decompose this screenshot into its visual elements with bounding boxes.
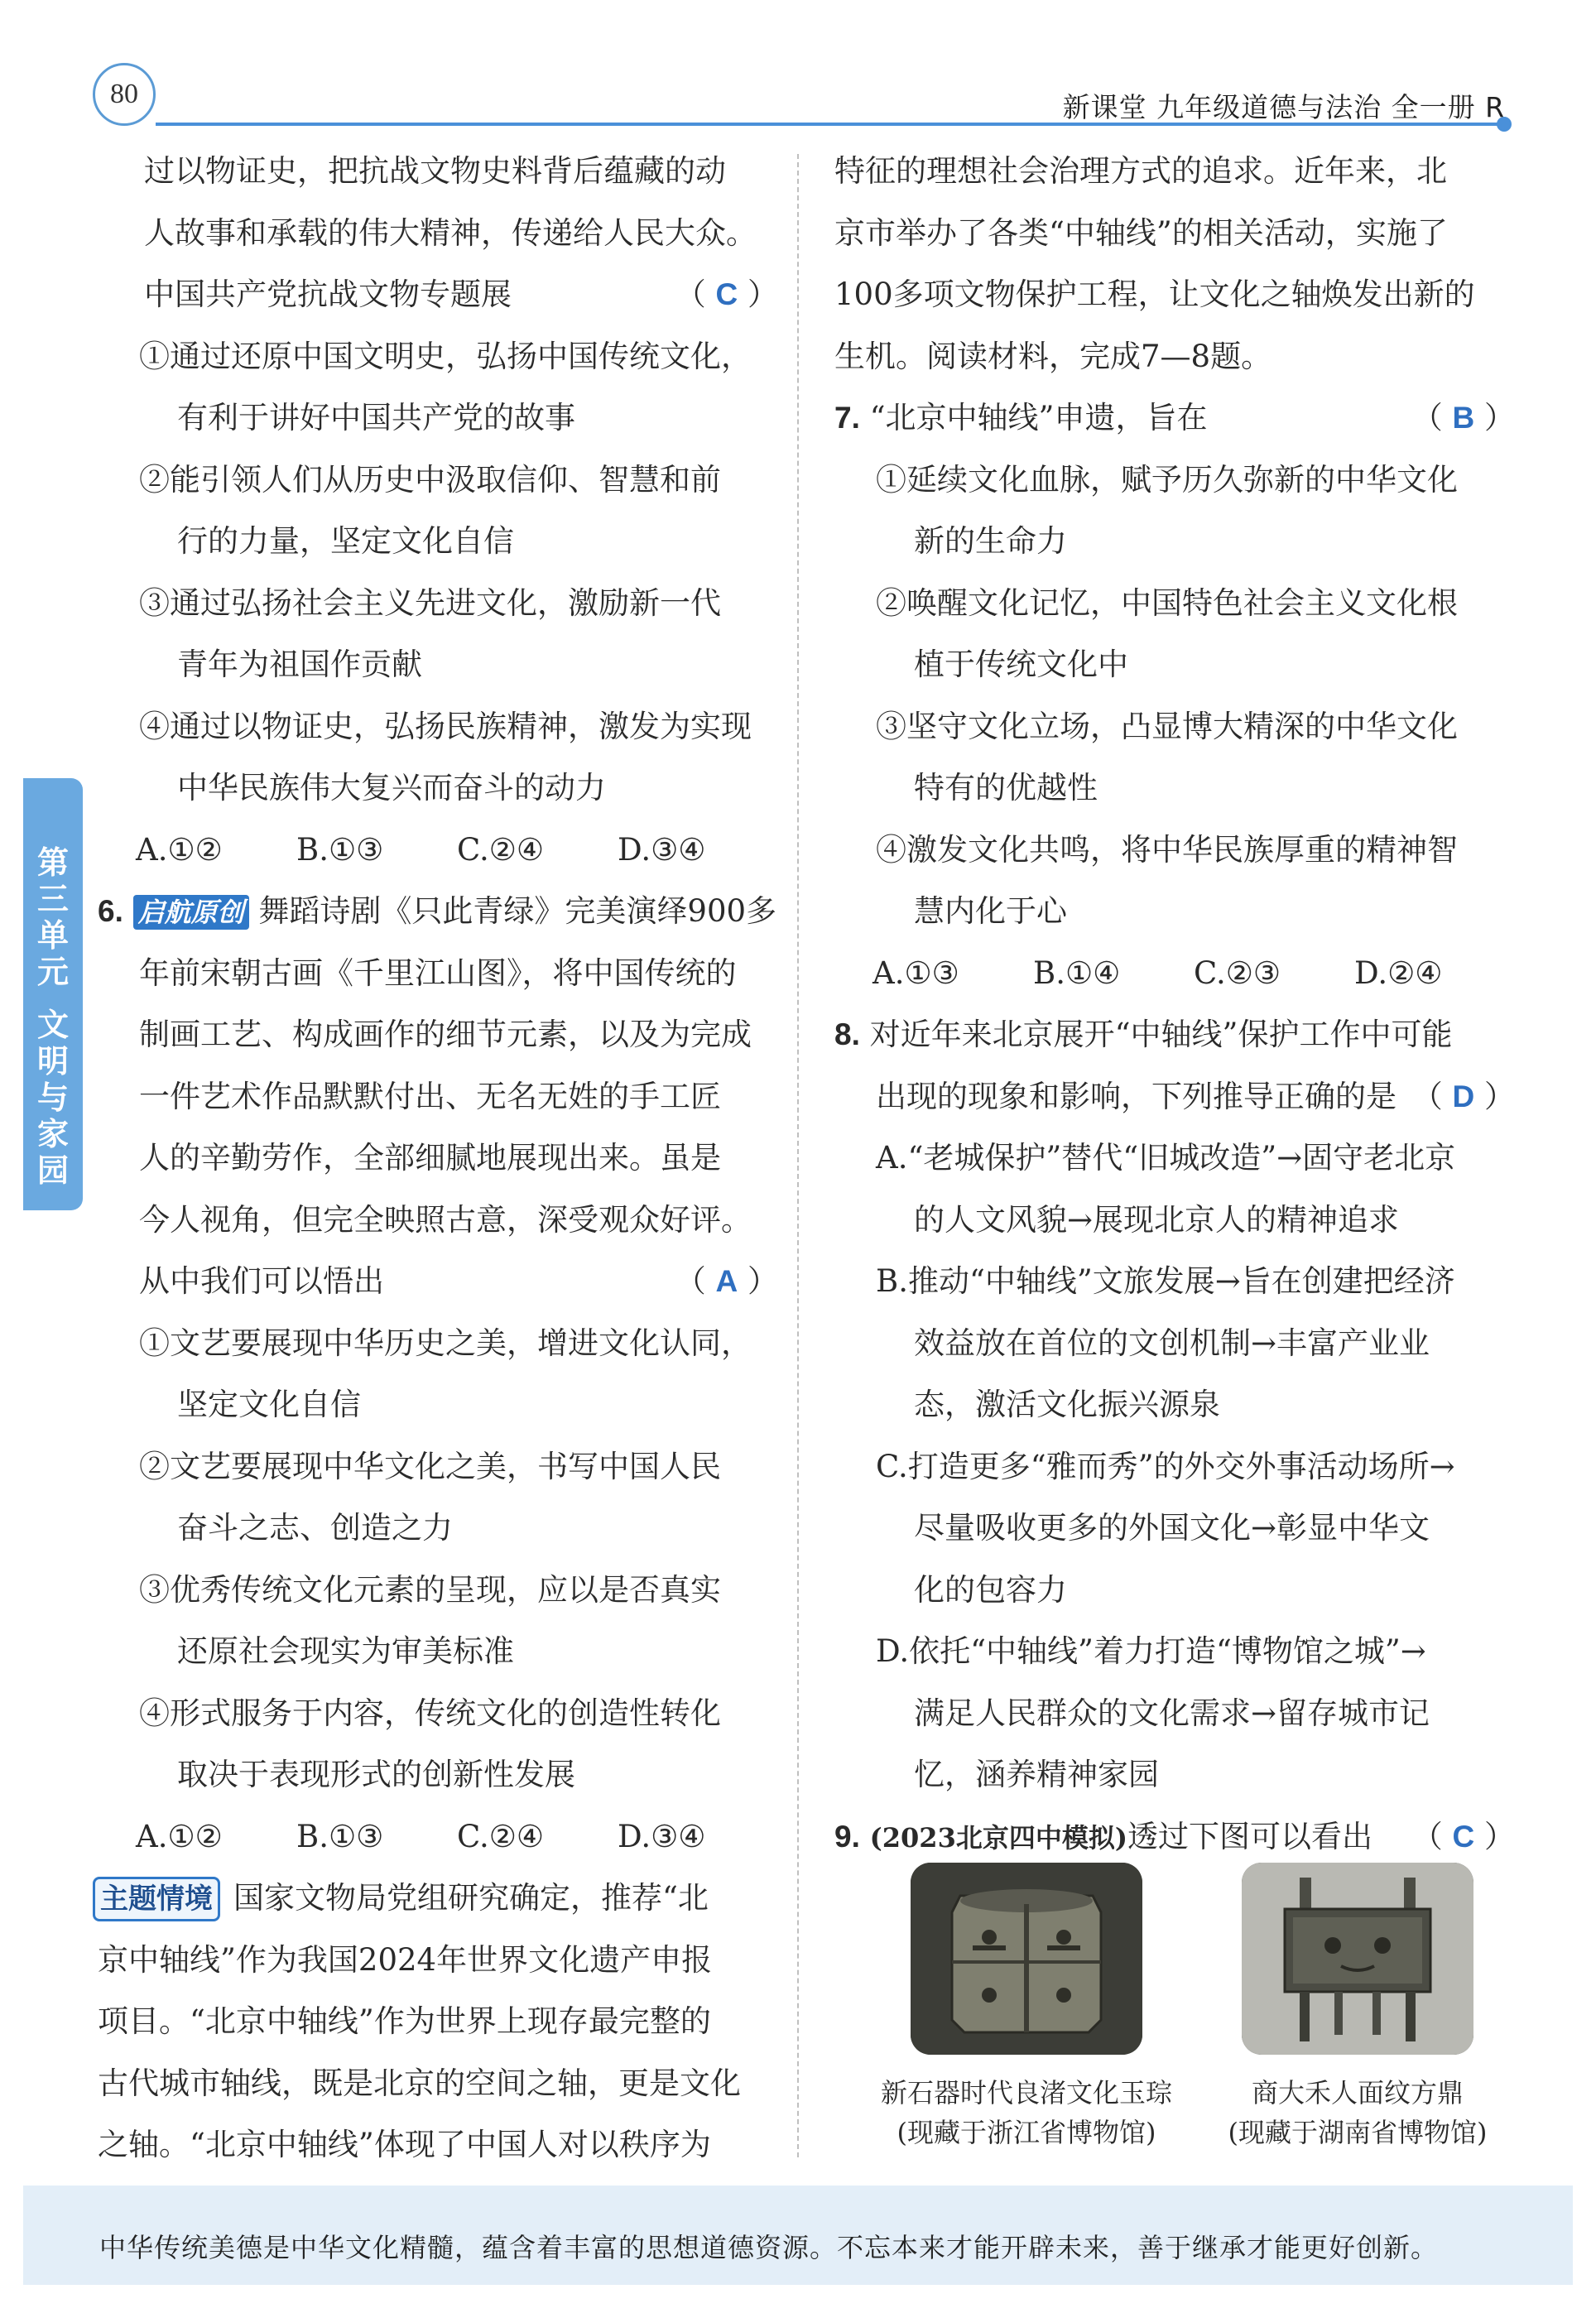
jade-cong-image [911,1863,1142,2055]
side-tab-char: 家 [36,1116,69,1152]
theme-cont-line: 京市举办了各类“中轴线”的相关活动，实施了 [834,214,1448,251]
q8-option-cont: 尽量吸收更多的外国文化→彰显中华文 [914,1510,1430,1546]
q5-options [98,820,778,882]
q8-option-cont: 化的包容力 [914,1571,1067,1608]
q8-option: A.“老城保护”替代“旧城改造”→固守老北京 [876,1140,1456,1176]
q5-item: ①通过还原中国文明史，弘扬中国传统文化， [139,338,752,374]
q7-option: D.②④ [1354,955,1443,991]
theme-badge: 主题情境 [93,1877,220,1921]
q7-answer-slot: （ B ） [1411,400,1515,435]
q8-option-cont: 态，激活文化振兴源泉 [914,1387,1220,1422]
q5-item-cont: 中华民族伟大复兴而奋斗的动力 [177,770,606,805]
q7-number: 7. [834,401,860,435]
q9-answer-slot: （ C ） [1411,1818,1515,1854]
q6-stem-line: 今人视角，但完全映照古意，深受观众好评。 [139,1201,752,1238]
side-tab-char: 园 [36,1152,69,1189]
q9-stem: 透过下图可以看出 [1127,1818,1372,1854]
q7-item: ④激发文化共鸣，将中华民族厚重的精神智 [876,831,1458,868]
q5-stem-line: 中国共产党抗战文物专题展 [144,277,512,312]
column-divider [797,154,799,2157]
q7-option: A.①③ [873,955,959,991]
figure-caption: 新石器时代良渚文化玉琮 [880,2077,1172,2109]
q7-option: B.①④ [1033,955,1121,991]
q5-item: ②能引领人们从历史中汲取信仰、智慧和前 [139,461,721,498]
q7-options [834,943,1515,1005]
theme-cont-line: 生机。阅读材料，完成7—8题。 [834,338,1272,374]
theme-cont-line: 特征的理想社会治理方式的追求。近年来，北 [834,153,1447,189]
q6-item: ③优秀传统文化元素的呈现，应以是否真实 [139,1571,721,1608]
q7-item: ①延续文化血脉，赋予历久弥新的中华文化 [876,461,1458,498]
q6-item: ④形式服务于内容，传统文化的创造性转化 [139,1695,721,1731]
q7-stem-line [834,387,1515,450]
theme-line: 国家文物局党组研究确定，推荐“北 [233,1880,709,1916]
q7-item: ③坚守文化立场，凸显博大精深的中华文化 [876,708,1458,744]
q9-answer: C [1452,1819,1475,1854]
q9-source: (2023北京四中模拟) [869,1821,1127,1854]
figure-caption: (现藏于浙江省博物馆) [897,2117,1156,2148]
figure-caption: 商大禾人面纹方鼎 [1251,2077,1464,2109]
q8-stem-line [834,1004,1515,1066]
q8-option-cont: 满足人民群众的文化需求→留存城市记 [914,1695,1430,1731]
right-column [834,141,1515,1868]
q8-option: D.依托“中轴线”着力打造“博物馆之城”→ [876,1633,1426,1669]
theme-line: 之轴。“北京中轴线”体现了中国人对以秩序为 [98,2127,711,2162]
theme-line: 古代城市轴线，既是北京的空间之轴，更是文化 [98,2065,741,2101]
q6-badge: 启航原创 [133,895,249,930]
q6-option: D.③④ [618,1818,706,1854]
q6-item: ①文艺要展现中华历史之美，增进文化认同， [139,1325,752,1361]
footer-quote: 中华传统美德是中华文化精髓，蕴含着丰富的思想道德资源。不忘本来才能开辟未来，善于继承才能更好创新。 [99,2232,1439,2263]
q6-item-cont: 取决于表现形式的创新性发展 [177,1757,575,1792]
q5-item: ③通过弘扬社会主义先进文化，激励新一代 [139,584,721,621]
q6-stem-line: 制画工艺、构成画作的细节元素，以及为完成 [139,1017,752,1052]
q6-stem-line: 年前宋朝古画《千里江山图》，将中国传统的 [139,955,737,991]
q6-options [98,1806,778,1868]
q5-item-cont: 有利于讲好中国共产党的故事 [177,400,575,435]
q8-stem-answer-line [834,1066,1515,1128]
q6-first-line [98,881,778,943]
left-column [98,141,778,2176]
side-tab-char: 三 [36,881,69,917]
q5-option: A.①② [136,831,223,868]
theme-line: 项目。“北京中轴线”作为世界上现存最完整的 [98,2003,711,2039]
side-tab-char: 第 [36,844,69,881]
figure-jade-cong [877,1863,1175,2152]
q7-item-cont: 新的生命力 [914,523,1067,559]
q6-option: A.①② [136,1818,223,1854]
q6-item-cont: 坚定文化自信 [177,1387,361,1422]
side-tab-char: 元 [36,954,69,990]
side-tab-char: 文 [36,1007,69,1043]
q5-option: B.①③ [296,831,384,868]
q7-item-cont: 特有的优越性 [914,770,1098,805]
q6-stem-line: 一件艺术作品默默付出、无名无姓的手工匠 [139,1078,721,1114]
q5-item-cont: 青年为祖国作贡献 [177,647,422,682]
q5-item: ④通过以物证史，弘扬民族精神，激发为实现 [139,708,752,744]
side-tab-char: 明 [36,1043,69,1080]
q6-option: B.①③ [296,1818,384,1854]
q6-stem-answer-line [98,1251,778,1313]
q8-option-cont: 的人文风貌→展现北京人的精神追求 [914,1201,1400,1238]
q6-stem-line: 人的辛勤劳作，全部细腻地展现出来。虽是 [139,1140,721,1176]
q6-answer-slot: （ A ） [675,1263,778,1299]
q5-option: C.②④ [457,831,545,868]
q8-stem: 对近年来北京展开“中轴线”保护工作中可能 [869,1017,1453,1052]
q5-item-cont: 行的力量，坚定文化自信 [177,523,514,559]
q6-number: 6. [98,894,123,928]
unit-side-tab [23,778,83,1210]
q8-stem: 出现的现象和影响，下列推导正确的是 [876,1078,1396,1114]
q9-stem-line [834,1806,1515,1868]
bronze-ding-image [1242,1863,1473,2055]
q8-option: B.推动“中轴线”文旅发展→旨在创建把经济 [876,1263,1455,1299]
side-tab-char: 单 [36,917,69,954]
q7-item-cont: 植于传统文化中 [914,647,1128,682]
q9-number: 9. [834,1819,860,1854]
theme-cont-line: 100多项文物保护工程，让文化之轴焕发出新的 [834,277,1475,312]
q5-stem-answer-line [98,264,778,326]
q9-figures [877,1863,1523,2161]
q7-item-cont: 慧内化于心 [914,893,1067,929]
q7-item: ②唤醒文化记忆，中国特色社会主义文化根 [876,584,1458,621]
q8-option: C.打造更多“雅而秀”的外交外事活动场所→ [876,1448,1455,1484]
theme-first-line [93,1868,778,1930]
side-tab-char: 与 [36,1080,69,1116]
q8-answer: D [1452,1079,1475,1113]
q8-option-cont: 效益放在首位的文创机制→丰富产业业 [914,1325,1430,1361]
q6-item-cont: 还原社会现实为审美标准 [177,1633,514,1669]
figure-caption: (现藏于湖南省博物馆) [1228,2117,1488,2148]
q7-option: C.②③ [1194,955,1281,991]
q6-stem-line: 舞蹈诗剧《只此青绿》完美演绎900多 [258,893,777,929]
page-number: 80 [93,63,156,126]
theme-line: 京中轴线”作为我国2024年世界文化遗产申报 [98,1941,713,1978]
q6-option: C.②④ [457,1818,545,1854]
q5-answer: C [715,277,738,311]
q6-item: ②文艺要展现中华文化之美，书写中国人民 [139,1448,721,1484]
q6-item-cont: 奋斗之志、创造之力 [177,1510,453,1546]
q6-stem-end: 从中我们可以悟出 [139,1263,384,1299]
q7-answer: B [1452,401,1475,435]
book-title: 新课堂 九年级道德与法治 全一册 R [1062,91,1505,123]
q5-stem-line: 过以物证史，把抗战文物史料背后蕴藏的动 [144,153,726,189]
q5-stem-line: 人故事和承载的伟大精神，传递给人民大众。 [144,214,757,251]
q5-answer-slot: （ C ） [675,277,778,312]
q8-option-cont: 忆，涵养精神家园 [914,1757,1159,1792]
q8-number: 8. [834,1017,860,1051]
figure-bronze-ding [1209,1863,1507,2152]
q6-answer: A [715,1264,738,1298]
q7-stem: “北京中轴线”申遗，旨在 [869,400,1208,435]
q5-option: D.③④ [618,831,706,868]
q8-answer-slot: （ D ） [1411,1078,1515,1114]
